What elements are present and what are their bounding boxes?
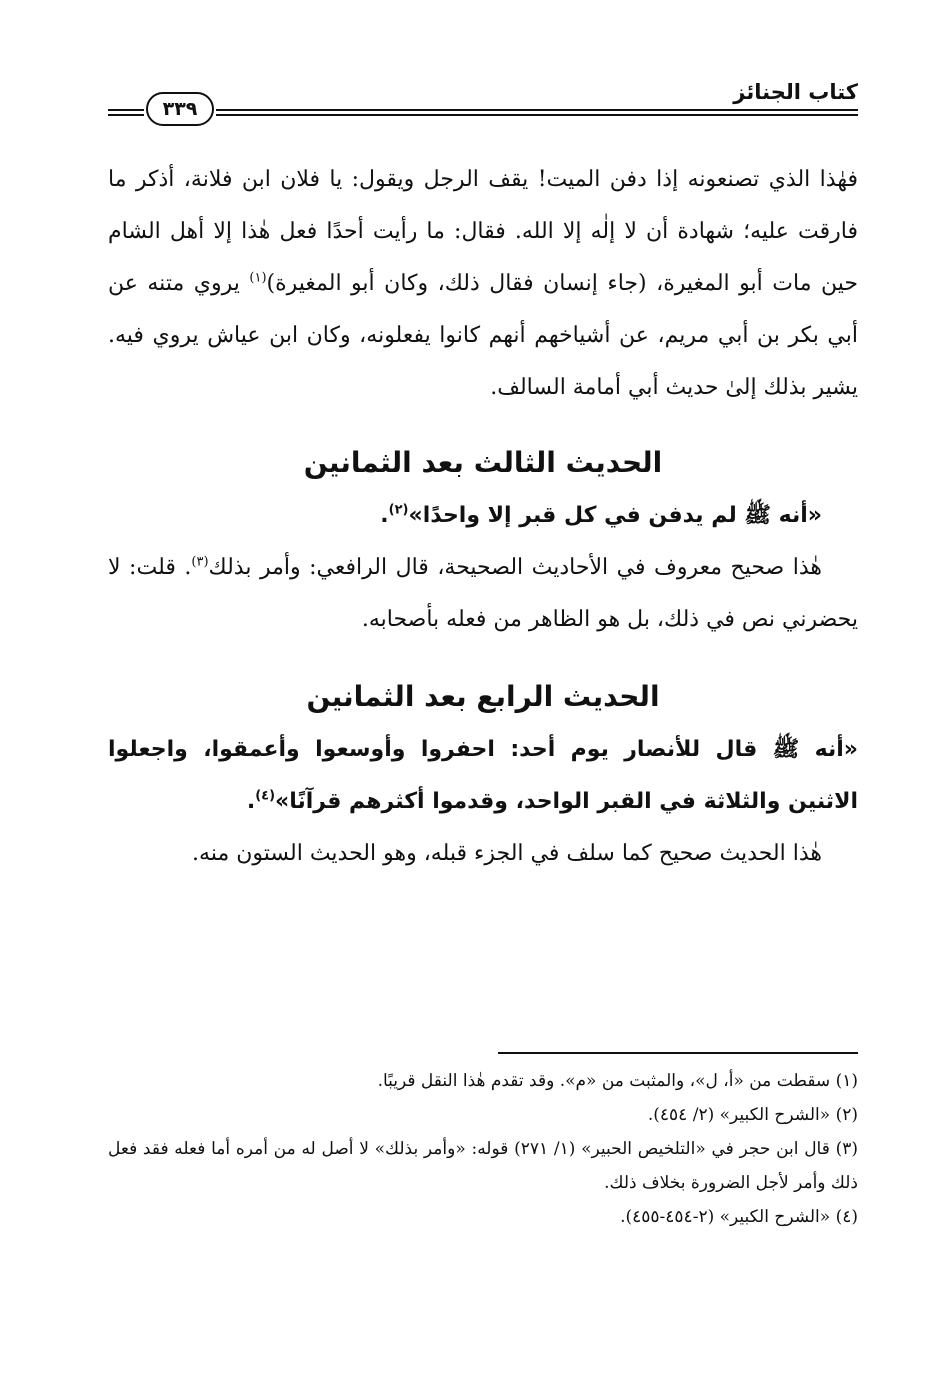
main-text <box>108 154 858 880</box>
footnote-2: (٢) «الشرح الكبير» (٢/ ٤٥٤). <box>647 1105 858 1125</box>
paragraph-3: هٰذا الحديث صحيح كما سلف في الجزء قبله، وهو الحديث الستون منه. <box>192 841 822 866</box>
header-rule <box>108 114 144 116</box>
running-title: كتاب الجنائز <box>733 80 858 104</box>
hadith-text-84 <box>108 724 858 828</box>
hadith-text-83 <box>108 490 858 542</box>
header-rule <box>216 114 858 116</box>
hadith-83-end: . <box>380 503 389 528</box>
section-heading-83: الحديث الثالث بعد الثمانين <box>303 446 663 479</box>
section-heading-84: الحديث الرابع بعد الثمانين <box>306 680 660 713</box>
paragraph-1 <box>108 154 858 414</box>
paragraph-1-text: فهٰذا الذي تصنعونه إذا دفن الميت! يقف الرجل ويقول: يا فلان ابن فلانة، أذكر ما فارقت عليه؛ شهادة أن لا إلٰه إلا الله. فقال: ما رأيت أحدًا فعل هٰذا إلا أهل الشام حين مات أبو المغيرة، (جاء إنسان فقال ذلك، وكان أبو المغيرة) <box>108 167 858 296</box>
paragraph-2 <box>108 542 858 646</box>
page-number: ٣٣٩ <box>146 92 214 126</box>
footnote-1: (١) سقطت من «أ، ل»، والمثبت من «م». وقد تقدم هٰذا النقل قريبًا. <box>377 1071 858 1091</box>
hadith-83-text: «أنه ﷺ لم يدفن في كل قبر إلا واحدًا» <box>408 503 822 528</box>
footnote-separator <box>498 1052 858 1054</box>
paragraph-2-text: هٰذا صحيح معروف في الأحاديث الصحيحة، قال الرافعي: وأمر بذلك <box>208 555 823 580</box>
page-header <box>108 80 858 132</box>
hadith-84-end: . <box>246 789 256 814</box>
footnote-ref-3: (٣) <box>191 554 209 570</box>
footnote-ref-2: (٢) <box>388 502 409 518</box>
paragraph-1-tail: يروي متنه عن أبي بكر بن أبي مريم، عن أشياخهم أنهم كانوا يفعلونه، وكان ابن عياش يروي فيه. يشير بذلك إلىٰ حديث أبي أمامة السالف. <box>108 271 858 400</box>
paragraph-2-tail: . قلت: لا يحضرني نص في ذلك، بل هو الظاهر من فعله بأصحابه. <box>108 555 858 632</box>
footnote-ref-1: (١) <box>249 270 267 286</box>
footnotes <box>108 1064 858 1234</box>
footnote-4: (٤) «الشرح الكبير» (٢-٤٥٤-٤٥٥). <box>620 1207 858 1227</box>
footnote-ref-4: (٤) <box>255 788 276 804</box>
header-rule <box>108 109 144 111</box>
hadith-84-text: «أنه ﷺ قال للأنصار يوم أحد: احفروا وأوسعوا وأعمقوا، واجعلوا الاثنين والثلاثة في القبر الواحد، وقدموا أكثرهم قرآنًا» <box>108 737 858 814</box>
header-rule <box>216 109 858 111</box>
footnote-3: (٣) قال ابن حجر في «التلخيص الحبير» (١/ ٢٧١) قوله: «وأمر بذلك» لا أصل له من أمره أما فعله فقد فعل ذلك وأمر لأجل الضرورة بخلاف ذلك. <box>108 1139 858 1193</box>
